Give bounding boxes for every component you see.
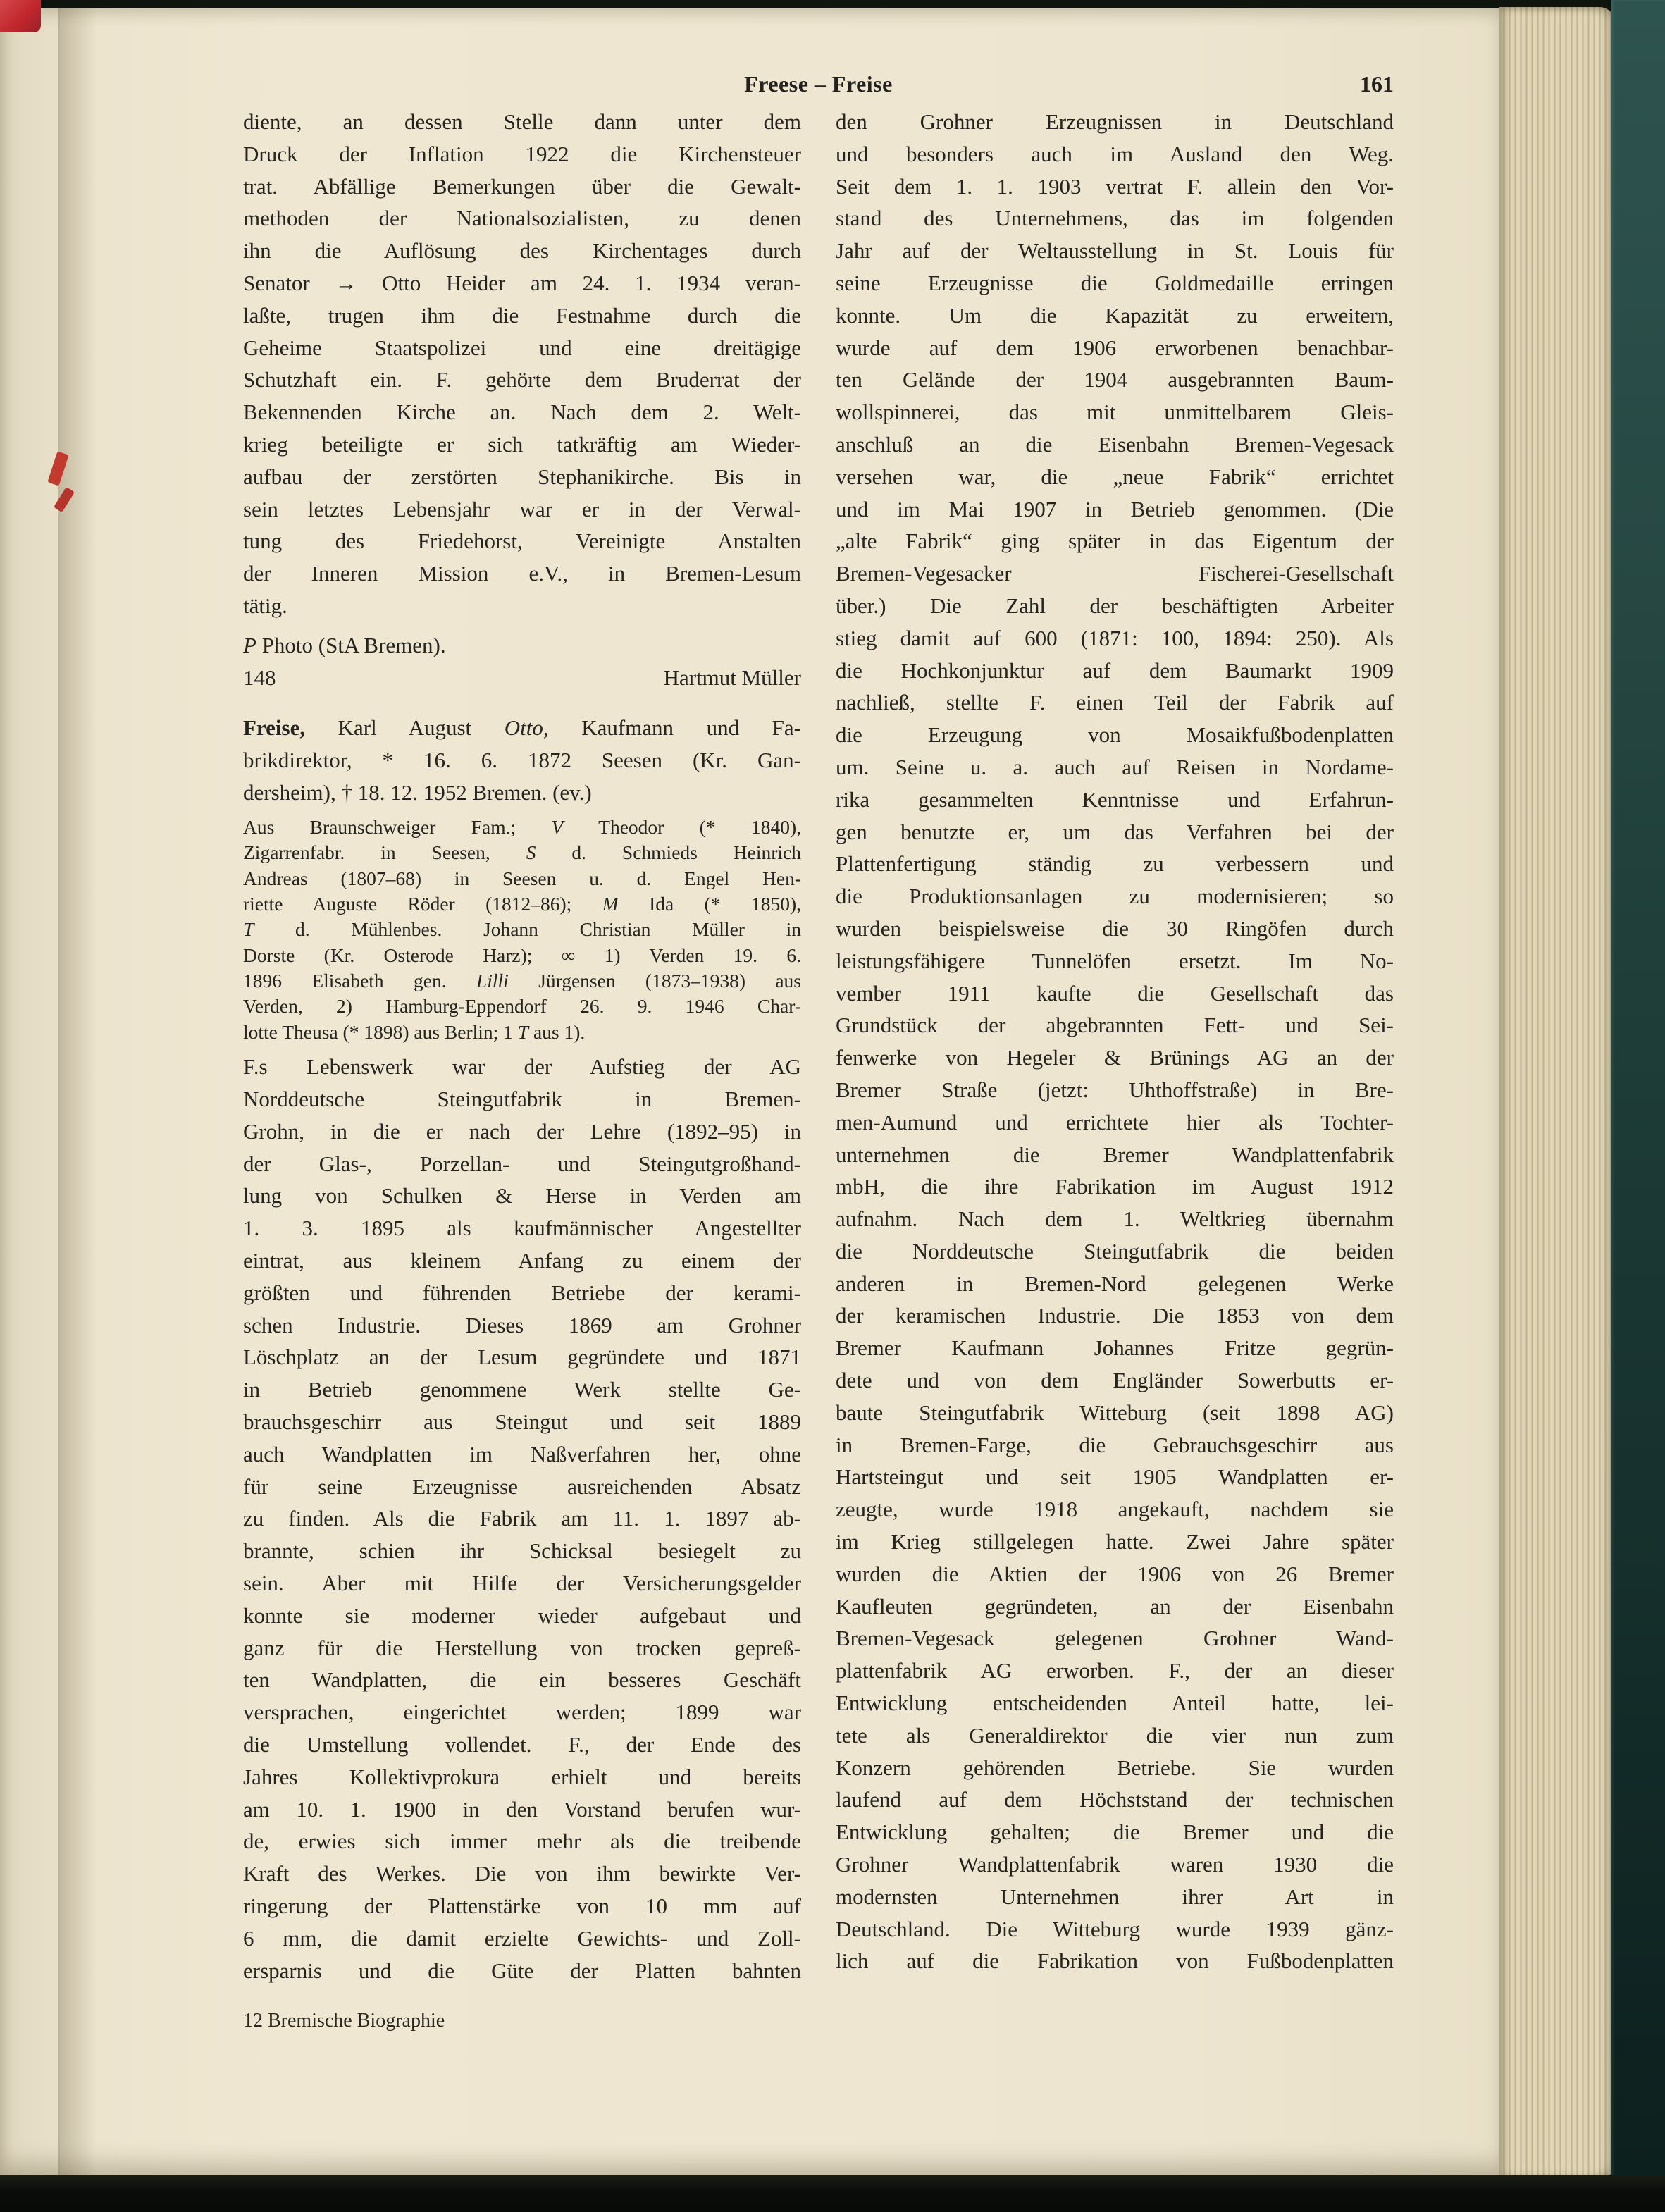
text-line: zu finden. Als die Fabrik am 11. 1. 1897 ab-: [243, 1506, 801, 1531]
text-line: Geheime Staatspolizei und eine dreitägige: [243, 335, 801, 360]
text-line: modernsten Unternehmen ihrer Art in: [836, 1884, 1394, 1909]
page-gutter-shadow: [60, 8, 97, 2175]
text-line: wurden beispielsweise die 30 Ringöfen durch: [836, 915, 1394, 941]
text-line: in Betrieb genommene Werk stellte Ge-: [243, 1377, 801, 1402]
text-line: Grohn, in die er nach der Lehre (1892–95) in: [243, 1118, 801, 1144]
text-line: eintrat, aus kleinem Anfang zu einem der: [243, 1248, 801, 1273]
text-line: sein letztes Lebensjahr war er in der Verwal-: [243, 496, 801, 521]
text-line: der keramischen Industrie. Die 1853 von dem: [836, 1303, 1394, 1328]
text-line: methoden der Nationalsozialisten, zu denen: [243, 206, 801, 231]
text-line: brannte, schien ihr Schicksal besiegelt zu: [243, 1538, 801, 1564]
text-line: den Grohner Erzeugnissen in Deutschland: [836, 109, 1394, 134]
text-line: trat. Abfällige Bemerkungen über die Gewalt-: [243, 173, 801, 199]
text-line: vember 1911 kaufte die Gesellschaft das: [836, 980, 1394, 1006]
running-header: [243, 68, 1394, 100]
text-line: ihn die Auflösung des Kirchentages durch: [243, 238, 801, 264]
text-line: baute Steingutfabrik Witteburg (seit 1898 AG): [836, 1400, 1394, 1425]
text-line: Grundstück der abgebrannten Fett- und Sei-: [836, 1013, 1394, 1038]
text-line: Hartsteingut und seit 1905 Wandplatten er-: [836, 1464, 1394, 1490]
text-line: 1. 3. 1895 als kaufmännischer Angestellter: [243, 1216, 801, 1241]
text-line: riette Auguste Röder (1812–86); M Ida (* 1850),: [243, 892, 801, 915]
text-line: „alte Fabrik“ ging später in das Eigentum der: [836, 529, 1394, 554]
text-line: Deutschland. Die Witteburg wurde 1939 gänz-: [836, 1916, 1394, 1941]
background-top-edge: [0, 0, 1665, 8]
text-line: 1896 Elisabeth gen. Lilli Jürgensen (1873–1938) aus: [243, 970, 801, 992]
text-line: ersparnis und die Güte der Platten bahnten: [243, 1958, 801, 1983]
text-line: Bremen-Vegesacker Fischerei-Gesellschaft: [836, 561, 1394, 586]
text-line: im Krieg stillgelegen hatte. Zwei Jahre später: [836, 1529, 1394, 1555]
text-line: lotte Theusa (* 1898) aus Berlin; 1 T aus 1).: [243, 1020, 586, 1043]
freise-biography-left: [243, 1051, 801, 1987]
text-line: Druck der Inflation 1922 die Kirchensteuer: [243, 141, 801, 166]
text-line: wurde auf dem 1906 erworbenen benachbar-: [836, 335, 1394, 360]
freise-biography-right: [836, 106, 1394, 1977]
text-line: versprachen, eingerichtet werden; 1899 war: [243, 1700, 801, 1725]
background-bottom-edge: [0, 2175, 1665, 2212]
text-line: diente, an dessen Stelle dann unter dem: [243, 109, 801, 134]
text-line: de, erwies sich immer mehr als die treibende: [243, 1829, 801, 1854]
text-line: anderen in Bremen-Nord gelegenen Werke: [836, 1271, 1394, 1296]
text-line: die Erzeugung von Mosaikfußbodenplatten: [836, 722, 1394, 748]
text-line: die Produktionsanlagen zu modernisieren; so: [836, 884, 1394, 909]
text-line: rika gesammelten Kenntnisse und Erfahrun-: [836, 786, 1394, 812]
text-line: auch Wandplatten im Naßverfahren her, ohne: [243, 1441, 801, 1466]
text-line: zeugte, wurde 1918 angekauft, nachdem sie: [836, 1497, 1394, 1522]
text-line: Kraft des Werkes. Die von ihm bewirkte Ver-: [243, 1861, 801, 1886]
text-line: T d. Mühlenbes. Johann Christian Müller in: [243, 918, 801, 941]
book-page: [0, 8, 1505, 2175]
text-line: für seine Erzeugnisse ausreichenden Absatz: [243, 1473, 801, 1499]
text-line: aufnahm. Nach dem 1. Weltkrieg übernahm: [836, 1206, 1394, 1232]
text-line: dete und von dem Engländer Sowerbutts er-: [836, 1368, 1394, 1393]
book-cover-edge: [1611, 0, 1665, 2212]
text-line: fenwerke von Hegeler & Brünings AG an der: [836, 1045, 1394, 1070]
text-line: tete als Generaldirektor die vier nun zum: [836, 1722, 1394, 1748]
freese-article-continuation: [243, 106, 801, 622]
text-line: größten und führenden Betriebe der kerami-: [243, 1280, 801, 1305]
text-line: brikdirektor, * 16. 6. 1872 Seesen (Kr. Gan-: [243, 748, 801, 773]
text-line: tätig.: [243, 593, 287, 618]
text-line: P Photo (StA Bremen).: [243, 632, 446, 657]
text-line: versehen war, die „neue Fabrik“ errichtet: [836, 464, 1394, 489]
text-line: wurden die Aktien der 1906 von 26 Bremer: [836, 1561, 1394, 1586]
text-line: stand des Unternehmens, das im folgenden: [836, 206, 1394, 231]
text-line: Bremer Kaufmann Johannes Fritze gegrün-: [836, 1335, 1394, 1361]
text-line: tung des Friedehorst, Vereinigte Anstalten: [243, 529, 801, 554]
text-line: und besonders auch im Ausland den Weg.: [836, 141, 1394, 166]
photo-credit: [243, 629, 801, 662]
text-line: Freise, Karl August Otto, Kaufmann und Fa-: [243, 715, 802, 741]
text-line: in Bremen-Farge, die Gebrauchsgeschirr aus: [836, 1432, 1394, 1457]
text-line: wollspinnerei, das mit unmittelbarem Gleis-: [836, 400, 1394, 425]
text-line: dersheim), † 18. 12. 1952 Bremen. (ev.): [243, 779, 592, 805]
red-object-top-left: [0, 0, 41, 32]
text-line: laufend auf dem Höchststand der technischen: [836, 1787, 1394, 1812]
text-line: plattenfabrik AG erworben. F., der an dieser: [836, 1658, 1394, 1683]
text-line: Entwicklung entscheidenden Anteil hatte, lei-: [836, 1691, 1394, 1716]
text-line: ganz für die Herstellung von trocken gepreß-: [243, 1635, 801, 1660]
text-line: ten Gelände der 1904 ausgebrannten Baum-: [836, 367, 1394, 393]
text-line: konnte sie moderner wieder aufgebaut und: [243, 1602, 801, 1628]
text-line: konnte. Um die Kapazität zu erweitern,: [836, 302, 1394, 328]
text-line: Kaufleuten gegründeten, an der Eisenbahn: [836, 1593, 1394, 1619]
text-line: Entwicklung gehalten; die Bremer und die: [836, 1819, 1394, 1845]
text-line: um. Seine u. a. auch auf Reisen in Nordame-: [836, 754, 1394, 779]
text-line: aufbau der zerstörten Stephanikirche. Bis in: [243, 464, 801, 489]
page-stack-edge: [1499, 7, 1615, 2179]
text-line: Plattenfertigung ständig zu verbessern und: [836, 851, 1394, 877]
text-line: Dorste (Kr. Osterode Harz); ∞ 1) Verden 19. 6.: [243, 944, 801, 966]
text-line: Seit dem 1. 1. 1903 vertrat F. allein den Vor-: [836, 173, 1394, 199]
right-text-column: [836, 106, 1394, 1977]
text-line: Konzern gehörenden Betriebe. Sie wurden: [836, 1755, 1394, 1780]
signature-footer: 12 Bremische Biographie: [243, 2010, 445, 2032]
text-line: stieg damit auf 600 (1871: 100, 1894: 250). Als: [836, 625, 1394, 650]
text-line: seine Erzeugnisse die Goldmedaille erringen: [836, 270, 1394, 295]
text-line: nachließ, stellte F. einen Teil der Fabrik auf: [836, 690, 1394, 715]
text-line: Löschplatz an der Lesum gegründete und 1871: [243, 1345, 801, 1370]
text-line: Bekennenden Kirche an. Nach dem 2. Welt-: [243, 400, 801, 425]
text-line: laßte, trugen ihm die Festnahme durch die: [243, 302, 801, 328]
text-line: am 10. 1. 1900 in den Vorstand berufen wur-: [243, 1796, 801, 1822]
text-line: Jahr auf der Weltausstellung in St. Louis für: [836, 238, 1394, 264]
entry-number: 148: [243, 665, 276, 690]
page-number: 161: [1360, 71, 1394, 97]
text-line: lich auf die Fabrikation von Fußbodenplatten: [836, 1948, 1394, 1974]
text-line: die Hochkonjunktur auf dem Baumarkt 1909: [836, 657, 1394, 683]
entry-byline: [243, 662, 801, 694]
text-line: men-Aumund und errichtete hier als Tochter-: [836, 1109, 1394, 1135]
text-line: ringerung der Plattenstärke von 10 mm auf: [243, 1893, 801, 1918]
text-line: anschluß an die Eisenbahn Bremen-Vegesack: [836, 431, 1394, 457]
text-line: gen benutzte er, um das Verfahren bei der: [836, 819, 1394, 844]
text-line: sein. Aber mit Hilfe der Versicherungsgelder: [243, 1571, 801, 1595]
text-line: unternehmen die Bremer Wandplattenfabrik: [836, 1142, 1394, 1167]
text-line: F.s Lebenswerk war der Aufstieg der AG: [243, 1054, 801, 1080]
text-line: lung von Schulken & Herse in Verden am: [243, 1183, 801, 1209]
text-line: die Umstellung vollendet. F., der Ende des: [243, 1731, 801, 1757]
text-line: Andreas (1807–68) in Seesen u. d. Engel Hen-: [243, 867, 801, 889]
text-line: leistungsfähigere Tunnelöfen ersetzt. Im No-: [836, 948, 1394, 973]
text-line: Zigarrenfabr. in Seesen, S d. Schmieds Heinrich: [243, 841, 801, 864]
author-name: Hartmut Müller: [663, 665, 801, 690]
text-line: ten Wandplatten, die ein besseres Geschäft: [243, 1667, 801, 1693]
text-line: Jahres Kollektivprokura erhielt und bereits: [243, 1764, 801, 1789]
left-text-column: [243, 106, 801, 1987]
text-line: Aus Braunschweiger Fam.; V Theodor (* 1840),: [243, 815, 802, 838]
entry-heading-freise: [243, 712, 801, 808]
text-line: Schutzhaft ein. F. gehörte dem Bruderrat der: [243, 367, 801, 393]
text-line: über.) Die Zahl der beschäftigten Arbeiter: [836, 593, 1394, 618]
text-line: Senator → Otto Heider am 24. 1. 1934 veran-: [243, 270, 801, 295]
genealogy-paragraph: [243, 815, 801, 1046]
text-line: Grohner Wandplattenfabrik waren 1930 die: [836, 1852, 1394, 1877]
text-line: Verden, 2) Hamburg-Eppendorf 26. 9. 1946 Char-: [243, 995, 801, 1018]
page-header-title: Freese – Freise: [744, 71, 893, 97]
text-line: Bremer Straße (jetzt: Uhthoffstraße) in Bre-: [836, 1077, 1394, 1102]
text-line: brauchsgeschirr aus Steingut und seit 1889: [243, 1409, 801, 1435]
text-line: der Glas-, Porzellan- und Steingutgroßhand-: [243, 1151, 801, 1176]
text-line: mbH, die ihre Fabrikation im August 1912: [836, 1174, 1394, 1199]
text-line: Bremen-Vegesack gelegenen Grohner Wand-: [836, 1626, 1394, 1651]
text-line: Norddeutsche Steingutfabrik in Bremen-: [243, 1087, 801, 1112]
text-line: krieg beteiligte er sich tatkräftig am Wieder-: [243, 431, 801, 457]
text-line: der Inneren Mission e.V., in Bremen-Lesum: [243, 561, 801, 586]
text-line: und im Mai 1907 in Betrieb genommen. (Die: [836, 496, 1394, 521]
text-line: schen Industrie. Dieses 1869 am Grohner: [243, 1312, 801, 1337]
text-line: 6 mm, die damit erzielte Gewichts- und Zoll-: [243, 1925, 801, 1951]
text-line: die Norddeutsche Steingutfabrik die beiden: [836, 1238, 1394, 1263]
